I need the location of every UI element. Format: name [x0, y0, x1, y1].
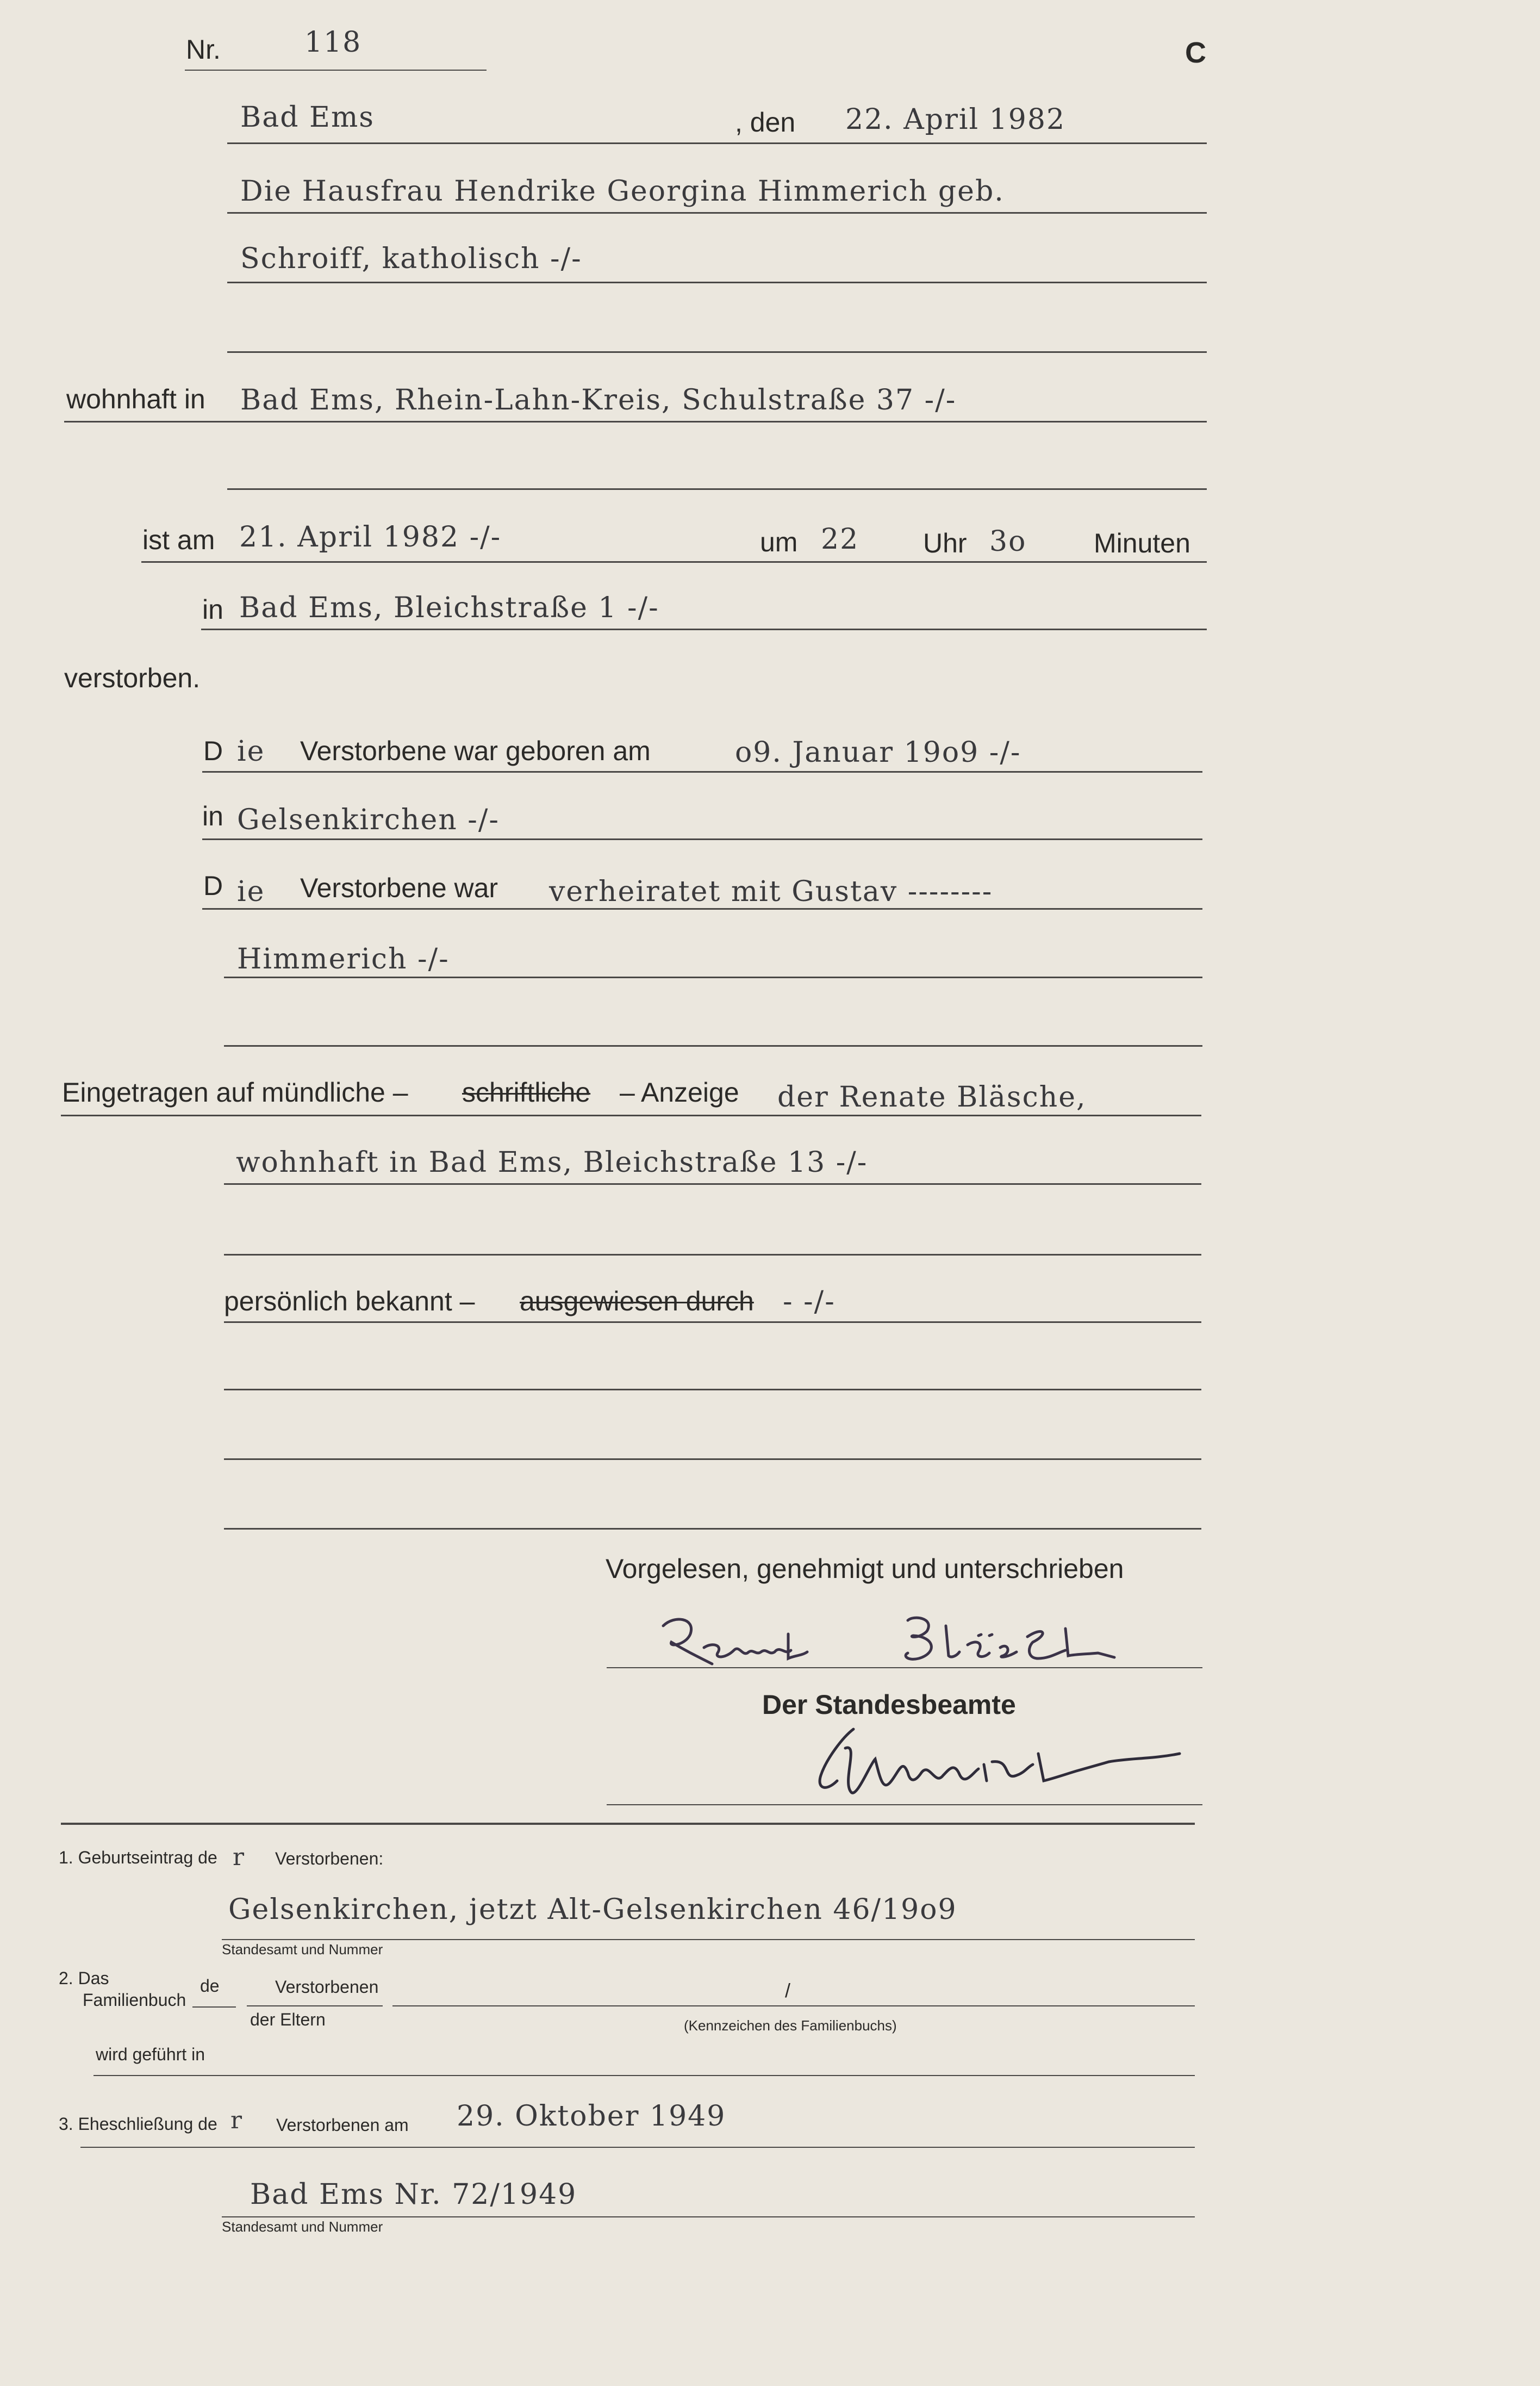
war-label: Verstorbene war: [300, 873, 498, 903]
birth-date: o9. Januar 19o9 -/-: [735, 736, 1021, 769]
rule: [247, 2005, 383, 2006]
footer-item2-slash: /: [785, 1979, 791, 2002]
rule: [224, 1183, 1201, 1185]
vorgelesen-text: Vorgelesen, genehmigt und unterschrieben: [606, 1554, 1124, 1584]
footer-item1-fill: r: [233, 1843, 246, 1871]
rule: [227, 142, 1207, 144]
gefuehrt-label: wird geführt in: [96, 2045, 205, 2064]
standesamt-caption-2: Standesamt und Nummer: [222, 2219, 383, 2235]
rule: [224, 1254, 1201, 1256]
place: Bad Ems: [240, 101, 375, 134]
verstorben-label: verstorben.: [64, 663, 201, 693]
den-label: , den: [735, 107, 796, 138]
rule: [227, 212, 1207, 214]
in-label: in: [202, 594, 223, 625]
rule: [224, 1458, 1201, 1460]
wohnhaft-label: wohnhaft in: [66, 384, 205, 414]
ist-am-label: ist am: [142, 525, 215, 555]
informant-signature: [652, 1604, 1152, 1680]
person-line-2: Schroiff, katholisch -/-: [240, 243, 582, 275]
rule: [222, 1939, 1195, 1940]
um-label: um: [760, 527, 798, 557]
form-letter: C: [1185, 36, 1206, 69]
birth-register: Gelsenkirchen, jetzt Alt-Gelsenkirchen 46/19o9: [228, 1893, 957, 1926]
rule: [222, 2216, 1195, 2217]
uhr-label: Uhr: [923, 528, 967, 558]
rule: [202, 771, 1202, 773]
rule: [224, 1045, 1202, 1047]
marital-status: verheiratet mit Gustav --------: [549, 875, 993, 908]
footer-item2-verstorbenen: Verstorbenen: [275, 1977, 379, 1997]
kennzeichen-caption: (Kennzeichen des Familienbuchs): [684, 2017, 897, 2034]
geboren-label: Verstorbene war geboren am: [300, 736, 651, 766]
spouse-name: Himmerich -/-: [237, 943, 450, 975]
bekannt-fill: - -/-: [783, 1285, 836, 1318]
rule: [224, 1389, 1201, 1390]
death-date: 21. April 1982 -/-: [239, 521, 502, 554]
birth-ie: ie: [237, 735, 265, 768]
residence: Bad Ems, Rhein-Lahn-Kreis, Schulstraße 37 -/-: [240, 384, 957, 417]
person-line-1: Die Hausfrau Hendrike Georgina Himmerich geb.: [240, 175, 1005, 208]
death-minutes: 3o: [989, 525, 1027, 558]
rule: [224, 1528, 1201, 1530]
footer-item2-num: 2. Das: [59, 1968, 109, 1988]
rule: [192, 2006, 236, 2008]
standesamt-caption: Standesamt und Nummer: [222, 1941, 383, 1958]
marriage-register: Bad Ems Nr. 72/1949: [250, 2178, 577, 2211]
marital-ie: ie: [237, 875, 265, 908]
rule: [93, 2075, 1195, 2076]
informant-address: wohnhaft in Bad Ems, Bleichstraße 13 -/-: [236, 1146, 868, 1179]
minuten-label: Minuten: [1094, 528, 1190, 558]
rule: [64, 421, 1207, 422]
nr-underline: [185, 70, 487, 71]
rule: [227, 488, 1207, 490]
birth-place: Gelsenkirchen -/-: [237, 804, 500, 836]
birth-in-label: in: [202, 801, 223, 831]
rule: [80, 2147, 1195, 2148]
rule: [227, 282, 1207, 283]
footer-item3-label: 3. Eheschließung de: [59, 2114, 217, 2134]
footer-item1-suffix: Verstorbenen:: [275, 1849, 384, 1868]
ausgewiesen-struck: ausgewiesen durch: [520, 1286, 754, 1316]
footer-item2-de: de: [200, 1976, 220, 1996]
signature-line: [607, 1804, 1202, 1805]
footer-item1-label: 1. Geburtseintrag de: [59, 1848, 217, 1867]
footer-item3-suffix: Verstorbenen am: [276, 2115, 409, 2135]
informant: der Renate Bläsche,: [777, 1081, 1087, 1114]
death-place: Bad Ems, Bleichstraße 1 -/-: [239, 592, 659, 624]
rule: [201, 629, 1207, 630]
footer-item2-label: Familienbuch: [83, 1990, 186, 2010]
schriftliche-struck: schriftliche: [462, 1077, 591, 1108]
rule: [224, 1321, 1201, 1323]
rule: [202, 908, 1202, 910]
section-divider: [61, 1823, 1195, 1825]
nr-value: 118: [304, 26, 362, 59]
rule: [141, 561, 1207, 563]
footer-item2-eltern: der Eltern: [250, 2010, 326, 2029]
birth-d-label: D: [203, 736, 223, 766]
rule: [61, 1115, 1201, 1116]
rule: [227, 351, 1207, 353]
eingetragen-label: Eingetragen auf mündliche –: [62, 1077, 408, 1108]
rule: [392, 2005, 1195, 2006]
rule: [202, 838, 1202, 840]
death-hour: 22: [821, 523, 859, 556]
marital-d-label: D: [203, 871, 223, 901]
marriage-date: 29. Oktober 1949: [457, 2100, 726, 2133]
nr-label: Nr.: [186, 34, 221, 65]
rule: [224, 977, 1202, 978]
record-date: 22. April 1982: [845, 103, 1066, 136]
bekannt-label: persönlich bekannt –: [224, 1286, 475, 1316]
standesbeamte-label: Der Standesbeamte: [762, 1689, 1016, 1720]
signature-line: [607, 1667, 1202, 1668]
anzeige-label: – Anzeige: [620, 1077, 739, 1108]
footer-item3-fill: r: [230, 2107, 244, 2134]
